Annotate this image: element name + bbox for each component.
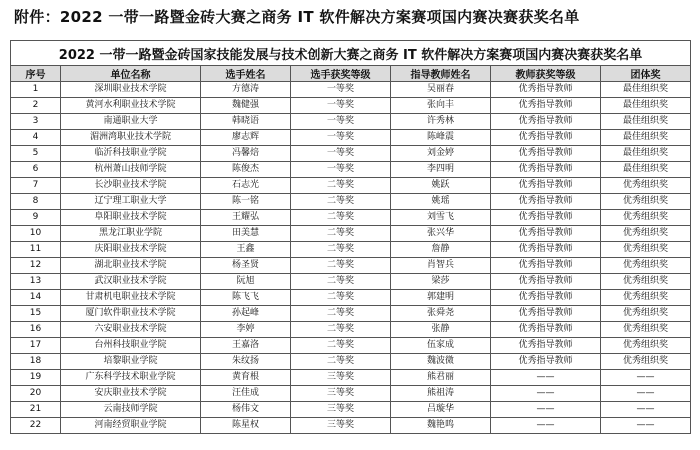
row-index: 8 [11,194,61,210]
header-unit: 单位名称 [61,66,201,82]
team-award: 优秀组织奖 [601,210,691,226]
header-teacher-award: 教师获奖等级 [491,66,601,82]
contestant-award: 二等奖 [291,354,391,370]
contestant-name: 汪佳成 [201,386,291,402]
team-award: —— [601,402,691,418]
table-row [11,194,691,210]
table-row [11,114,691,130]
team-award: 最佳组织奖 [601,146,691,162]
teacher-award: 优秀指导教师 [491,130,601,146]
contestant-name: 方德涛 [201,82,291,98]
teacher-award: 优秀指导教师 [491,162,601,178]
team-award: 最佳组织奖 [601,130,691,146]
unit-name: 临沂科技职业学院 [61,146,201,162]
teacher-award: —— [491,370,601,386]
teacher-award: 优秀指导教师 [491,242,601,258]
unit-name: 庆阳职业技术学院 [61,242,201,258]
row-index: 6 [11,162,61,178]
table-row [11,290,691,306]
teacher-award: 优秀指导教师 [491,322,601,338]
table-row [11,402,691,418]
contestant-name: 杨伟文 [201,402,291,418]
unit-name: 辽宁理工职业大学 [61,194,201,210]
team-award: —— [601,386,691,402]
table-row [11,162,691,178]
table-header-row [11,66,691,82]
team-award: 优秀组织奖 [601,354,691,370]
row-index: 16 [11,322,61,338]
teacher-award: —— [491,402,601,418]
table-row [11,338,691,354]
contestant-award: 二等奖 [291,178,391,194]
teacher-name: 伍家成 [391,338,491,354]
teacher-award: 优秀指导教师 [491,274,601,290]
unit-name: 培黎职业学院 [61,354,201,370]
teacher-name: 熊君丽 [391,370,491,386]
header-contestant: 选手姓名 [201,66,291,82]
unit-name: 深圳职业技术学院 [61,82,201,98]
teacher-name: 吴丽春 [391,82,491,98]
contestant-name: 朱纹扬 [201,354,291,370]
teacher-award: —— [491,386,601,402]
row-index: 18 [11,354,61,370]
team-award: 优秀组织奖 [601,322,691,338]
header-team-award: 团体奖 [601,66,691,82]
row-index: 7 [11,178,61,194]
table-row [11,258,691,274]
contestant-name: 陈飞飞 [201,290,291,306]
contestant-award: 一等奖 [291,146,391,162]
contestant-award: 一等奖 [291,114,391,130]
row-index: 19 [11,370,61,386]
team-award: 最佳组织奖 [601,162,691,178]
row-index: 15 [11,306,61,322]
table-row [11,274,691,290]
team-award: 优秀组织奖 [601,274,691,290]
team-award: 优秀组织奖 [601,178,691,194]
unit-name: 南通职业大学 [61,114,201,130]
unit-name: 黑龙江职业学院 [61,226,201,242]
attachment-title: 附件：2022 一带一路暨金砖大赛之商务 IT 软件解决方案赛项国内赛决赛获奖名单 [14,8,580,26]
row-index: 4 [11,130,61,146]
row-index: 2 [11,98,61,114]
table-row [11,370,691,386]
table-row [11,98,691,114]
contestant-award: 二等奖 [291,194,391,210]
unit-name: 湖北职业技术学院 [61,258,201,274]
teacher-name: 张向丰 [391,98,491,114]
table-row [11,226,691,242]
table-row [11,242,691,258]
teacher-award: 优秀指导教师 [491,146,601,162]
unit-name: 台州科技职业学院 [61,338,201,354]
teacher-name: 许秀林 [391,114,491,130]
contestant-award: 三等奖 [291,370,391,386]
table-row [11,146,691,162]
table-row [11,82,691,98]
teacher-name: 陈峰震 [391,130,491,146]
row-index: 13 [11,274,61,290]
teacher-award: 优秀指导教师 [491,194,601,210]
contestant-name: 王嘉洛 [201,338,291,354]
contestant-name: 韩晓语 [201,114,291,130]
teacher-name: 李四明 [391,162,491,178]
teacher-award: —— [491,418,601,434]
unit-name: 武汉职业技术学院 [61,274,201,290]
row-index: 1 [11,82,61,98]
teacher-award: 优秀指导教师 [491,210,601,226]
table-row [11,178,691,194]
table-row [11,306,691,322]
row-index: 17 [11,338,61,354]
row-index: 5 [11,146,61,162]
teacher-name: 梁莎 [391,274,491,290]
contestant-name: 石志光 [201,178,291,194]
contestant-award: 一等奖 [291,82,391,98]
teacher-award: 优秀指导教师 [491,178,601,194]
row-index: 20 [11,386,61,402]
header-contestant-award: 选手获奖等级 [291,66,391,82]
contestant-award: 三等奖 [291,386,391,402]
contestant-name: 黄育根 [201,370,291,386]
row-index: 11 [11,242,61,258]
contestant-award: 三等奖 [291,402,391,418]
table-row [11,322,691,338]
contestant-name: 王耀弘 [201,210,291,226]
teacher-name: 吕璇华 [391,402,491,418]
row-index: 12 [11,258,61,274]
teacher-name: 刘金婷 [391,146,491,162]
team-award: —— [601,370,691,386]
row-index: 9 [11,210,61,226]
teacher-name: 姚瑶 [391,194,491,210]
contestant-name: 李婷 [201,322,291,338]
table-row [11,130,691,146]
contestant-name: 冯馨焙 [201,146,291,162]
table-row [11,210,691,226]
contestant-award: 二等奖 [291,258,391,274]
unit-name: 云南技师学院 [61,402,201,418]
team-award: 优秀组织奖 [601,194,691,210]
teacher-name: 刘雪飞 [391,210,491,226]
contestant-award: 一等奖 [291,162,391,178]
unit-name: 阜阳职业技术学院 [61,210,201,226]
teacher-name: 熊祖涛 [391,386,491,402]
unit-name: 安庆职业技术学院 [61,386,201,402]
contestant-name: 陈星权 [201,418,291,434]
table-row [11,354,691,370]
teacher-award: 优秀指导教师 [491,306,601,322]
row-index: 3 [11,114,61,130]
unit-name: 河南经贸职业学院 [61,418,201,434]
row-index: 22 [11,418,61,434]
team-award: 优秀组织奖 [601,338,691,354]
teacher-award: 优秀指导教师 [491,226,601,242]
table-row [11,418,691,434]
contestant-name: 王鑫 [201,242,291,258]
team-award: 优秀组织奖 [601,226,691,242]
teacher-name: 张静 [391,322,491,338]
contestant-name: 阮旭 [201,274,291,290]
teacher-name: 魏波微 [391,354,491,370]
unit-name: 厦门软件职业技术学院 [61,306,201,322]
table-row [11,386,691,402]
teacher-award: 优秀指导教师 [491,98,601,114]
contestant-award: 二等奖 [291,226,391,242]
unit-name: 六安职业技术学院 [61,322,201,338]
teacher-award: 优秀指导教师 [491,82,601,98]
team-award: 优秀组织奖 [601,290,691,306]
unit-name: 杭州萧山技师学院 [61,162,201,178]
teacher-name: 姚跃 [391,178,491,194]
row-index: 21 [11,402,61,418]
teacher-name: 肖智兵 [391,258,491,274]
teacher-name: 魏艳鸣 [391,418,491,434]
contestant-name: 廖志辉 [201,130,291,146]
team-award: —— [601,418,691,434]
table-body [11,82,691,434]
contestant-name: 陈一铭 [201,194,291,210]
contestant-name: 魏健强 [201,98,291,114]
contestant-name: 陈俊杰 [201,162,291,178]
contestant-award: 二等奖 [291,274,391,290]
row-index: 10 [11,226,61,242]
awards-table [10,40,691,434]
team-award: 最佳组织奖 [601,114,691,130]
teacher-name: 张兴华 [391,226,491,242]
teacher-award: 优秀指导教师 [491,354,601,370]
teacher-award: 优秀指导教师 [491,114,601,130]
contestant-award: 一等奖 [291,130,391,146]
header-index: 序号 [11,66,61,82]
teacher-award: 优秀指导教师 [491,338,601,354]
contestant-award: 二等奖 [291,242,391,258]
contestant-award: 二等奖 [291,338,391,354]
contestant-award: 二等奖 [291,290,391,306]
team-award: 优秀组织奖 [601,242,691,258]
team-award: 最佳组织奖 [601,98,691,114]
team-award: 最佳组织奖 [601,82,691,98]
team-award: 优秀组织奖 [601,306,691,322]
unit-name: 长沙职业技术学院 [61,178,201,194]
teacher-award: 优秀指导教师 [491,258,601,274]
unit-name: 甘肃机电职业技术学院 [61,290,201,306]
unit-name: 湄洲湾职业技术学院 [61,130,201,146]
teacher-name: 詹静 [391,242,491,258]
contestant-name: 孙起峰 [201,306,291,322]
contestant-award: 三等奖 [291,418,391,434]
table-title: 2022 一带一路暨金砖国家技能发展与技术创新大赛之商务 IT 软件解决方案赛项国内赛决赛获奖名单 [11,41,691,66]
contestant-award: 二等奖 [291,306,391,322]
unit-name: 广东科学技术职业学院 [61,370,201,386]
header-teacher: 指导教师姓名 [391,66,491,82]
contestant-award: 二等奖 [291,210,391,226]
contestant-name: 杨圣贤 [201,258,291,274]
row-index: 14 [11,290,61,306]
contestant-name: 田美慧 [201,226,291,242]
teacher-award: 优秀指导教师 [491,290,601,306]
contestant-award: 二等奖 [291,322,391,338]
contestant-award: 一等奖 [291,98,391,114]
teacher-name: 张舜尧 [391,306,491,322]
teacher-name: 郭建明 [391,290,491,306]
unit-name: 黄河水利职业技术学院 [61,98,201,114]
team-award: 优秀组织奖 [601,258,691,274]
